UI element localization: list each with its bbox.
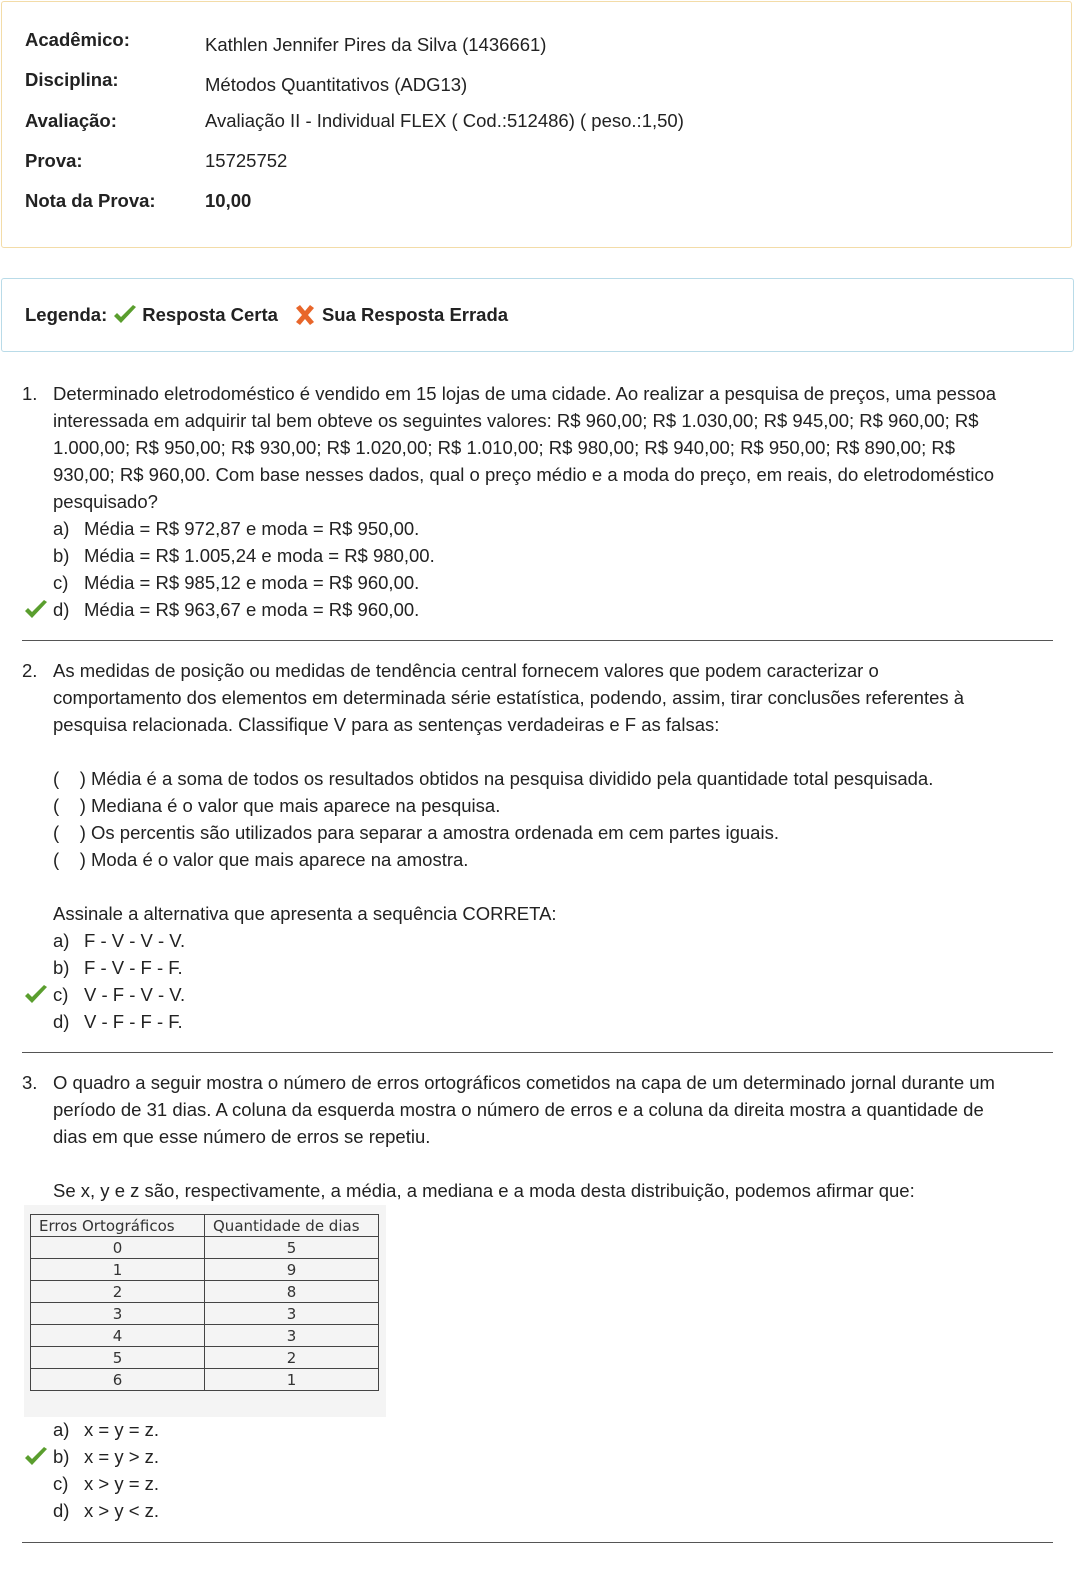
question-prompt: Assinale a alternativa que apresenta a sequência CORRETA: — [53, 903, 557, 924]
option-letter: d) — [53, 1011, 70, 1032]
info-label: Nota da Prova: — [25, 190, 156, 211]
question-text — [53, 380, 1053, 515]
statement: ( ) Mediana é o valor que mais aparece na pesquisa. — [53, 795, 501, 816]
question-line: 930,00; R$ 960,00. Com base nesses dados, qual o preço médio e a moda do preço, em reais, do eletrodoméstico — [53, 464, 994, 485]
question-number: 1. — [22, 383, 38, 404]
info-row-academic — [25, 29, 1025, 53]
option-letter: d) — [53, 1500, 70, 1521]
table-row — [31, 1259, 379, 1281]
option-letter: d) — [53, 599, 70, 620]
statement: ( ) Os percentis são utilizados para separar a amostra ordenada em cem partes iguais. — [53, 822, 779, 843]
table-row — [31, 1347, 379, 1369]
table-cell: 3 — [31, 1303, 205, 1325]
option-letter: b) — [53, 1446, 70, 1467]
table-cell: 8 — [205, 1281, 379, 1303]
legend-panel — [1, 278, 1074, 352]
table-row — [31, 1369, 379, 1391]
info-label: Avaliação: — [25, 110, 117, 131]
question-line: pesquisado? — [53, 491, 158, 512]
question-prompt: Se x, y e z são, respectivamente, a média, a mediana e a moda desta distribuição, podemos afirmar que: — [53, 1180, 915, 1201]
info-value: 15725752 — [205, 150, 288, 171]
frequency-table — [30, 1214, 379, 1391]
question-line: período de 31 dias. A coluna da esquerda mostra o número de erros e a coluna da direita mostra a quantidade de — [53, 1099, 984, 1120]
table-cell: 2 — [205, 1347, 379, 1369]
option-letter: b) — [53, 957, 70, 978]
table-cell: 5 — [31, 1347, 205, 1369]
option-text: Média = R$ 985,12 e moda = R$ 960,00. — [84, 572, 420, 593]
legend-title: Legenda: — [25, 304, 108, 325]
option-text: Média = R$ 1.005,24 e moda = R$ 980,00. — [84, 545, 435, 566]
option-text: V - F - V - V. — [84, 984, 186, 1005]
question-line: As medidas de posição ou medidas de tendência central fornecem valores que podem caracterizar o — [53, 660, 879, 681]
option-text: F - V - F - F. — [84, 957, 183, 978]
option-letter: c) — [53, 984, 69, 1005]
option-letter: c) — [53, 572, 69, 593]
statement: ( ) Média é a soma de todos os resultados obtidos na pesquisa dividido pela quantidade total pesquisada. — [53, 768, 934, 789]
question-line: pesquisa relacionada. Classifique V para as sentenças verdadeiras e F as falsas: — [53, 714, 720, 735]
option-text: x > y = z. — [84, 1473, 160, 1494]
table-cell: 6 — [31, 1369, 205, 1391]
info-row-discipline — [25, 69, 1025, 93]
question-number: 3. — [22, 1072, 38, 1093]
check-icon — [23, 599, 49, 621]
info-value: Kathlen Jennifer Pires da Silva (1436661) — [205, 34, 547, 55]
table-cell: 1 — [31, 1259, 205, 1281]
check-icon — [23, 1446, 49, 1468]
divider — [22, 1052, 1053, 1053]
option-letter: b) — [53, 545, 70, 566]
info-row-evaluation — [25, 110, 1025, 134]
grade-value: 10,00 — [205, 190, 252, 211]
divider — [22, 640, 1053, 641]
option-text: x > y < z. — [84, 1500, 160, 1521]
table-cell: 3 — [205, 1303, 379, 1325]
table-cell: 4 — [31, 1325, 205, 1347]
table-cell: 2 — [31, 1281, 205, 1303]
question-line: 1.000,00; R$ 950,00; R$ 930,00; R$ 1.020,00; R$ 1.010,00; R$ 980,00; R$ 940,00; R$ 950,00; R$ 890,00; R$ — [53, 437, 956, 458]
legend-wrong-label: Sua Resposta Errada — [321, 304, 509, 325]
option-text: V - F - F - F. — [84, 1011, 183, 1032]
table-cell: 0 — [31, 1237, 205, 1259]
info-row-exam — [25, 150, 1025, 174]
column-header: Erros Ortográficos — [31, 1215, 205, 1237]
info-label: Prova: — [25, 150, 83, 171]
table-cell: 5 — [205, 1237, 379, 1259]
legend — [25, 303, 508, 327]
option-text: Média = R$ 963,67 e moda = R$ 960,00. — [84, 599, 420, 620]
info-label: Acadêmico: — [25, 29, 130, 50]
exam-info-panel — [1, 1, 1072, 248]
table-cell: 1 — [205, 1369, 379, 1391]
table-cell: 9 — [205, 1259, 379, 1281]
table-row — [31, 1325, 379, 1347]
legend-correct-label: Resposta Certa — [142, 304, 278, 325]
question-line: comportamento dos elementos em determinada série estatística, podendo, assim, tirar conclusões referentes à — [53, 687, 965, 708]
question-text — [53, 1069, 1053, 1204]
option-letter: a) — [53, 1419, 70, 1440]
question-line: Determinado eletrodoméstico é vendido em 15 lojas de uma cidade. Ao realizar a pesquisa de preços, uma pessoa — [53, 383, 997, 404]
option-text: F - V - V - V. — [84, 930, 186, 951]
question-line: interessada em adquirir tal bem obteve os seguintes valores: R$ 960,00; R$ 1.030,00; R$ 945,00; R$ 960,00; R$ — [53, 410, 979, 431]
table-row — [31, 1281, 379, 1303]
statement: ( ) Moda é o valor que mais aparece na amostra. — [53, 849, 469, 870]
check-icon — [112, 303, 138, 327]
info-value: Avaliação II - Individual FLEX ( Cod.:512486) ( peso.:1,50) — [205, 110, 684, 131]
table-cell: 3 — [205, 1325, 379, 1347]
option-letter: a) — [53, 930, 70, 951]
info-label: Disciplina: — [25, 69, 119, 90]
table-header-row — [31, 1215, 379, 1237]
option-letter: a) — [53, 518, 70, 539]
cross-icon — [292, 303, 318, 327]
option-text: x = y = z. — [84, 1419, 160, 1440]
divider — [22, 1542, 1053, 1543]
info-value: Métodos Quantitativos (ADG13) — [205, 74, 468, 95]
option-letter: c) — [53, 1473, 69, 1494]
option-text: x = y > z. — [84, 1446, 160, 1467]
info-row-grade — [25, 190, 1025, 214]
table-row — [31, 1237, 379, 1259]
table-row — [31, 1303, 379, 1325]
check-icon — [23, 984, 49, 1006]
question-line: O quadro a seguir mostra o número de erros ortográficos cometidos na capa de um determinado jornal durante um — [53, 1072, 995, 1093]
option-text: Média = R$ 972,87 e moda = R$ 950,00. — [84, 518, 420, 539]
column-header: Quantidade de dias — [205, 1215, 379, 1237]
question-text — [53, 657, 1053, 927]
question-line: dias em que esse número de erros se repetiu. — [53, 1126, 431, 1147]
question-number: 2. — [22, 660, 38, 681]
